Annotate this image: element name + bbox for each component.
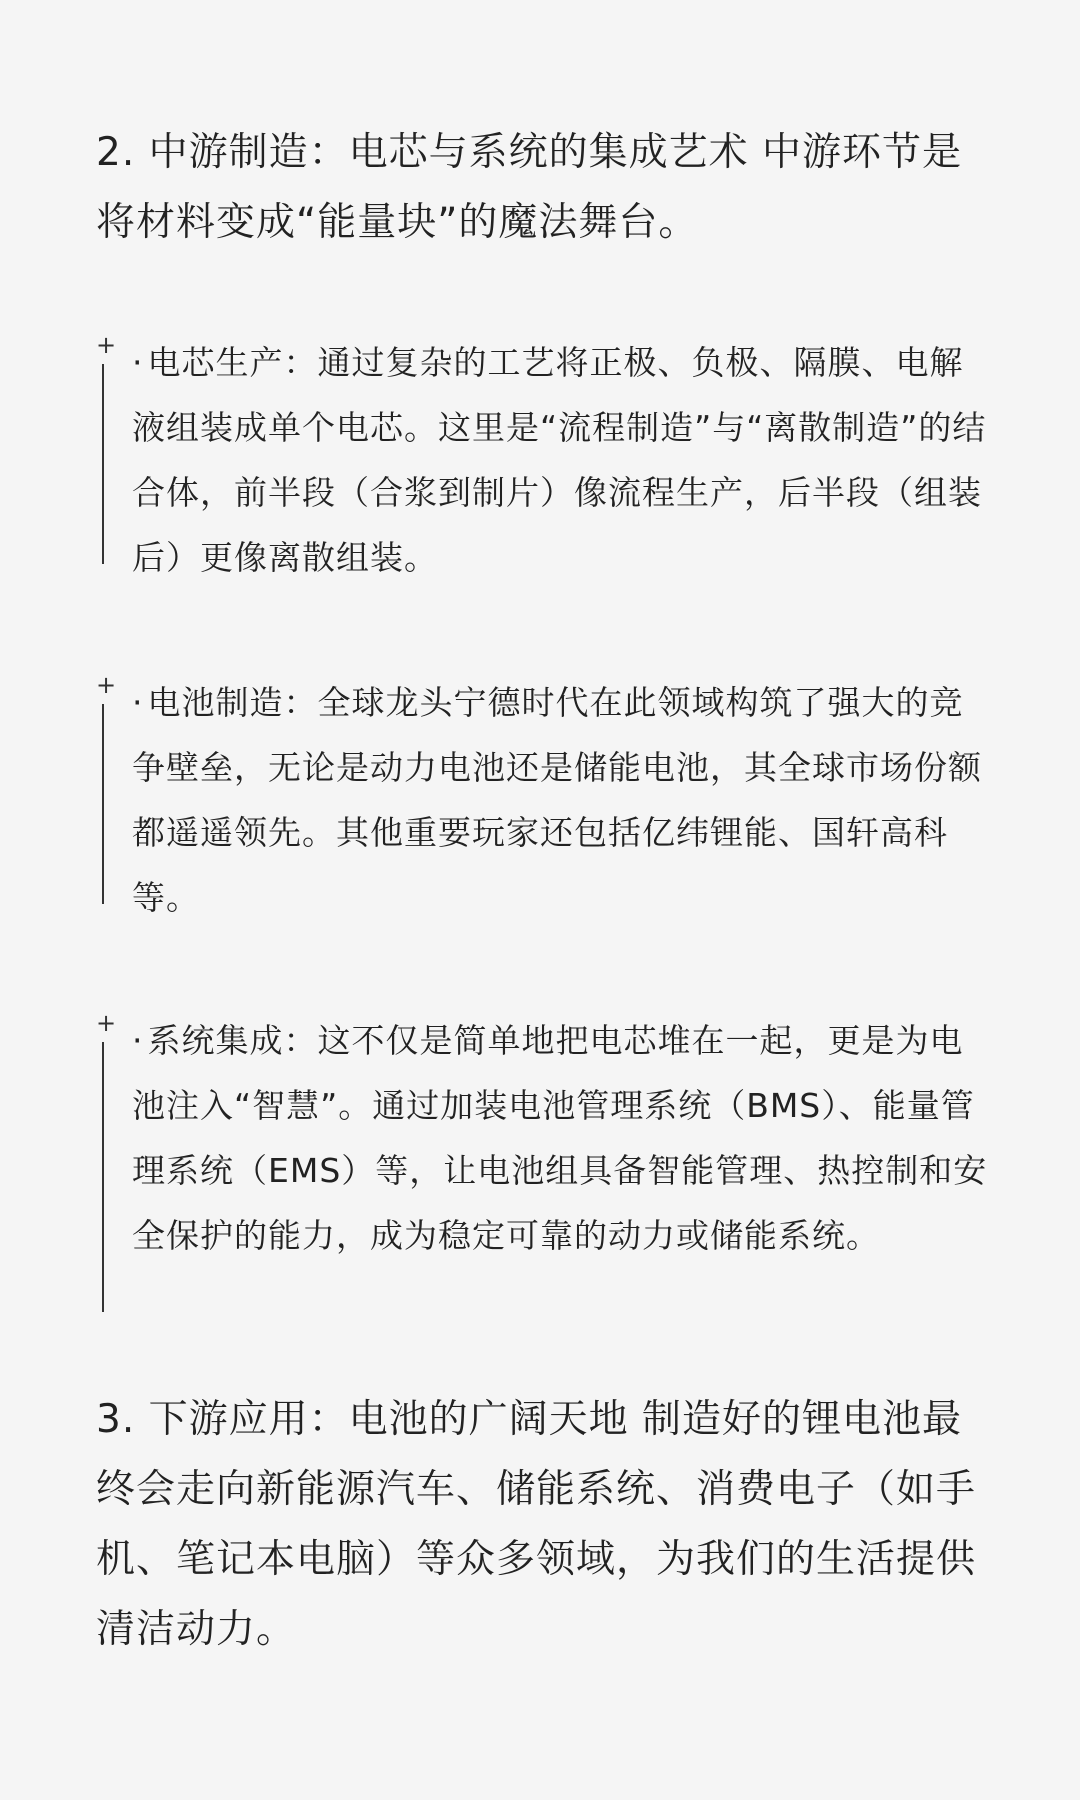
bullet-text [132,330,992,590]
bullet-dot: · [132,683,144,722]
bullet-dot: · [132,1021,144,1060]
bullet-plus-marker: + [96,671,117,699]
bullet-text [132,1008,992,1268]
bullet-vertical-bar [102,1042,104,1312]
section-2-heading-paragraph: 2. 中游制造：电芯与系统的集成艺术 中游环节是将材料变成“能量块”的魔法舞台。 [96,130,963,245]
bullet-text [132,670,992,930]
bullet-body: 电芯生产：通过复杂的工艺将正极、负极、隔膜、电解液组装成单个电芯。这里是“流程制造”与“离散制造”的结合体，前半段（合浆到制片）像流程生产，后半段（组装后）更像离散组装。 [132,343,987,577]
bullet-dot: · [132,343,144,382]
bullet-system-integration [96,1008,986,1308]
bullet-plus-marker: + [96,1009,117,1037]
bullet-cell-production [96,330,987,577]
bullet-vertical-bar [102,704,104,904]
bullet-body: 系统集成：这不仅是简单地把电芯堆在一起，更是为电池注入“智慧”。通过加装电池管理系统（BMS）、能量管理系统（EMS）等，让电池组具备智能管理、热控制和安全保护的能力，成为稳定可靠的动力或储能系统。 [132,1021,988,1255]
bullet-body: 电池制造：全球龙头宁德时代在此领域构筑了强大的竞争壁垒，无论是动力电池还是储能电池，其全球市场份额都遥遥领先。其他重要玩家还包括亿纬锂能、国轩高科等。 [132,683,982,917]
section-3-heading-paragraph: 3. 下游应用：电池的广阔天地 制造好的锂电池最终会走向新能源汽车、储能系统、消费电子（如手机、笔记本电脑）等众多领域，为我们的生活提供清洁动力。 [96,1397,977,1652]
bullet-vertical-bar [102,364,104,564]
bullet-plus-marker: + [96,331,117,359]
bullet-battery-manufacturing [96,670,986,917]
